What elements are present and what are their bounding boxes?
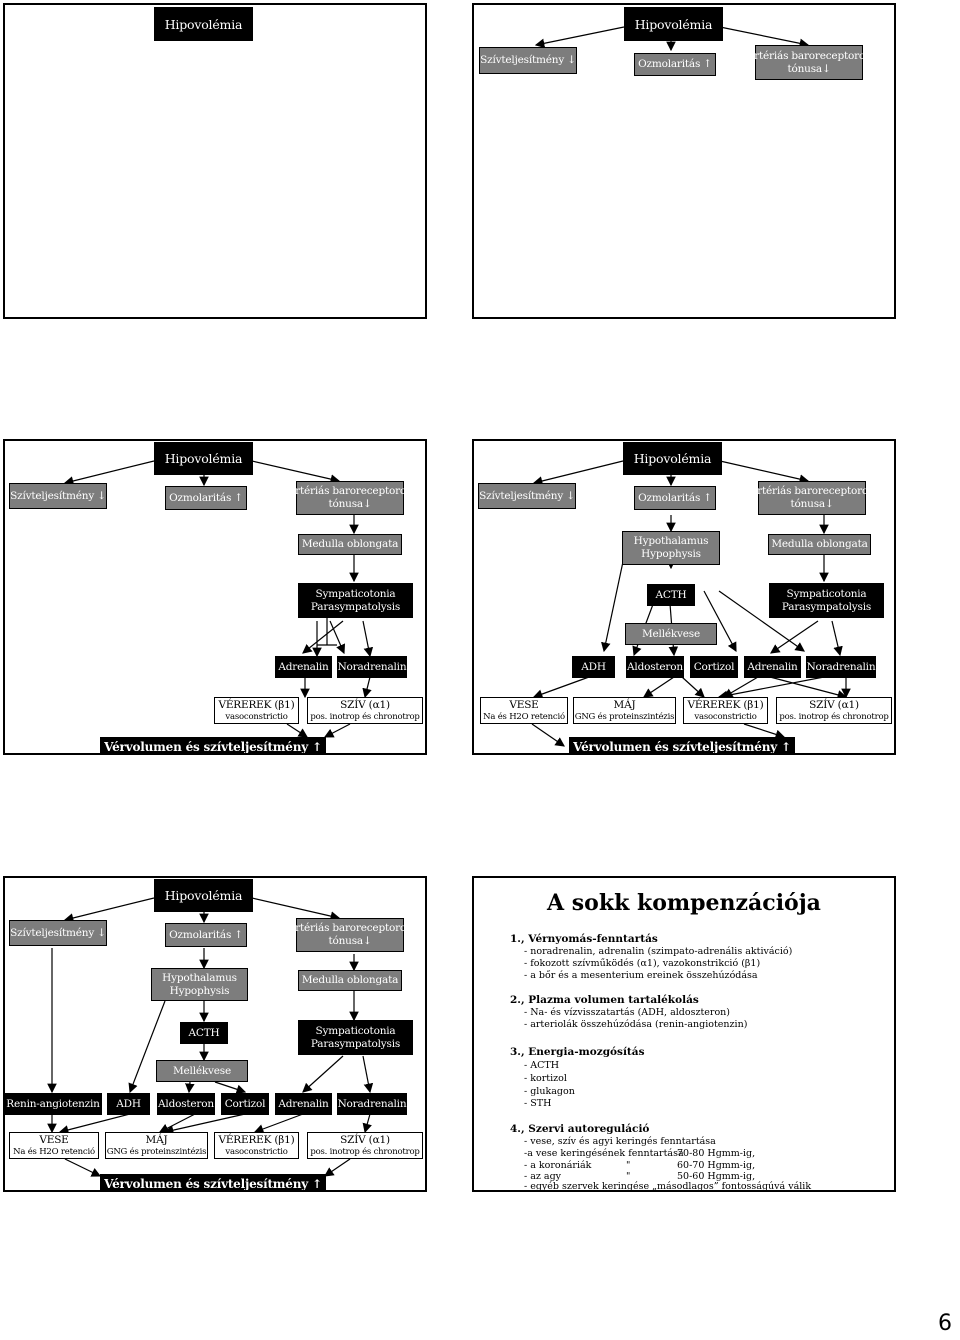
szivteljesitmeny-box: Szívteljesítmény ↓ — [479, 47, 577, 74]
sympaticotonia-box — [298, 1020, 413, 1055]
section-4-line-1: - vese, szív és agyi keringés fenntartása — [524, 1136, 716, 1147]
verek-sub: vasoconstrictio — [225, 712, 288, 722]
section-4-line-4a: - az agy — [524, 1171, 562, 1182]
section-3-line-4: - STH — [524, 1098, 552, 1109]
vervolumen-box: Vérvolumen és szívteljesítmény ↑ — [569, 737, 795, 755]
sziv-sub: pos. inotrop és chronotrop — [310, 1147, 420, 1157]
mellekvese-box: Mellékvese — [156, 1060, 248, 1082]
maj-box — [105, 1132, 208, 1159]
noradrenalin-box: Noradrenalin — [337, 656, 407, 678]
ozmolaritas-box: Ozmolaritás ↑ — [634, 486, 716, 510]
medulla-box: Medulla oblongata — [768, 534, 871, 555]
baro-line1: Artériás baroreceptorok — [746, 49, 872, 62]
baroreceptor-box — [287, 481, 413, 515]
verek-box — [683, 697, 768, 724]
symp-line1: Sympaticotonia — [315, 1024, 396, 1037]
section-2-heading: 2., Plazma volumen tartalékolás — [510, 994, 699, 1006]
section-4-line-2b: 70-80 Hgmm-ig, — [677, 1148, 756, 1159]
section-3-line-3: - glukagon — [524, 1086, 575, 1097]
renin-box: Renin-angiotenzin — [4, 1093, 102, 1115]
baro-line1: Artériás baroreceptorok — [749, 485, 875, 497]
vese-box — [480, 697, 568, 724]
section-1-line-1: - noradrenalin, adrenalin (szimpato-adrenális aktiváció) — [524, 946, 793, 957]
baro-line1: Artériás baroreceptorok — [287, 922, 413, 934]
vese-sub: Na és H2O retenció — [483, 712, 565, 722]
slide-5 — [3, 876, 427, 1192]
section-4-line-3q: " — [626, 1160, 631, 1171]
verek-sub: vasoconstrictio — [225, 1147, 288, 1157]
sziv-box — [307, 1132, 423, 1159]
medulla-box: Medulla oblongata — [298, 534, 402, 555]
sziv-sub: pos. inotrop és chronotrop — [310, 712, 420, 722]
sziv-box — [307, 697, 423, 724]
vese-title: VESE — [39, 1134, 69, 1146]
maj-title: MÁJ — [613, 699, 636, 711]
section-2-line-1: - Na- és vízvisszatartás (ADH, aldoszteron) — [524, 1007, 731, 1018]
verek-title: VÉREREK (β1) — [218, 1134, 295, 1146]
hypothalamus-box — [622, 531, 720, 565]
medulla-box: Medulla oblongata — [298, 970, 402, 991]
section-4-line-3b: 60-70 Hgmm-ig, — [677, 1160, 756, 1171]
verek-title: VÉREREK (β1) — [687, 699, 764, 711]
cortizol-box: Cortizol — [221, 1093, 269, 1115]
noradrenalin-box: Noradrenalin — [806, 656, 876, 678]
verek-box — [214, 1132, 299, 1159]
ozmolaritas-box: Ozmolaritás ↑ — [165, 923, 247, 947]
baro-line2: tónusa↓ — [328, 935, 372, 947]
sziv-title: SZÍV (α1) — [809, 699, 859, 711]
ozmolaritas-box: Ozmolaritás ↑ — [634, 53, 716, 76]
section-2-line-2: - arteriolák összehúzódása (renin-angiotenzin) — [524, 1019, 748, 1030]
cortizol-box: Cortizol — [690, 656, 738, 678]
slide-3 — [3, 439, 427, 755]
symp-line2: Parasympatolysis — [310, 600, 401, 613]
verek-title: VÉREREK (β1) — [218, 699, 295, 711]
baroreceptor-box — [749, 481, 875, 515]
hipovolemia-box: Hipovolémia — [154, 879, 253, 912]
mellekvese-box: Mellékvese — [625, 623, 717, 645]
symp-line2: Parasympatolysis — [310, 1037, 401, 1050]
symp-line1: Sympaticotonia — [315, 587, 396, 600]
adrenalin-box: Adrenalin — [275, 1093, 332, 1115]
section-4-line-2a: -a vese keringésének fenntartása — [524, 1148, 684, 1159]
baroreceptor-box — [746, 45, 872, 80]
baro-line2: tónusa↓ — [787, 62, 831, 75]
adh-box: ADH — [107, 1093, 150, 1115]
vese-sub: Na és H2O retenció — [13, 1147, 95, 1157]
slide-6 — [472, 876, 896, 1192]
verek-box — [214, 697, 299, 724]
sziv-title: SZÍV (α1) — [340, 1134, 390, 1146]
section-3-heading: 3., Energia-mozgósítás — [510, 1046, 645, 1058]
aldosteron-box: Aldosteron — [157, 1093, 215, 1115]
noradrenalin-box: Noradrenalin — [337, 1093, 407, 1115]
hipovolemia-box: Hipovolémia — [154, 442, 253, 475]
hypothalamus-box — [151, 968, 248, 1001]
baro-line2: tónusa↓ — [328, 498, 372, 510]
section-4-line-4b: 50-60 Hgmm-ig, — [677, 1171, 756, 1182]
vervolumen-box: Vérvolumen és szívteljesítmény ↑ — [100, 737, 326, 755]
vese-box — [9, 1132, 99, 1159]
hypo-line2: Hypophysis — [641, 548, 701, 560]
sziv-title: SZÍV (α1) — [340, 699, 390, 711]
sympaticotonia-box — [769, 583, 884, 618]
sziv-box — [776, 697, 892, 724]
acth-box: ACTH — [180, 1022, 228, 1044]
verek-sub: vasoconstrictio — [694, 712, 757, 722]
szivteljesitmeny-box: Szívteljesítmény ↓ — [9, 483, 107, 509]
slide-2 — [472, 3, 896, 319]
vervolumen-box: Vérvolumen és szívteljesítmény ↑ — [100, 1174, 326, 1192]
szivteljesitmeny-box: Szívteljesítmény ↓ — [9, 920, 107, 946]
ozmolaritas-box: Ozmolaritás ↑ — [165, 486, 247, 510]
slide-4 — [472, 439, 896, 755]
sympaticotonia-box — [298, 583, 413, 618]
aldosteron-box: Aldosteron — [626, 656, 684, 678]
section-4-heading: 4., Szervi autoreguláció — [510, 1123, 650, 1135]
slide-1 — [3, 3, 427, 319]
symp-line1: Sympaticotonia — [786, 587, 867, 600]
maj-sub: GNG és proteinszintézis — [106, 1147, 207, 1157]
acth-box: ACTH — [647, 584, 695, 606]
hipovolemia-box: Hipovolémia — [623, 442, 722, 475]
vese-title: VESE — [509, 699, 539, 711]
szivteljesitmeny-box: Szívteljesítmény ↓ — [478, 483, 576, 509]
maj-title: MÁJ — [145, 1134, 168, 1146]
section-4-line-5: - egyéb szervek keringése „másodlagos” fontosságúvá válik — [524, 1181, 812, 1192]
baro-line1: Artériás baroreceptorok — [287, 485, 413, 497]
section-1-line-3: - a bőr és a mesenterium ereinek összehúzódása — [524, 970, 758, 981]
section-3-line-1: - ACTH — [524, 1060, 559, 1071]
section-4-line-4q: " — [626, 1171, 631, 1182]
section-3-line-2: - kortizol — [524, 1073, 567, 1084]
symp-line2: Parasympatolysis — [781, 600, 872, 613]
adrenalin-box: Adrenalin — [744, 656, 801, 678]
baroreceptor-box — [287, 918, 413, 952]
section-1-heading: 1., Vérnyomás-fenntartás — [510, 933, 658, 945]
summary-title: A sokk kompenzációja — [547, 890, 821, 916]
page-number: 6 — [938, 1311, 952, 1336]
sziv-sub: pos. inotrop és chronotrop — [779, 712, 889, 722]
hipovolemia-box: Hipovolémia — [624, 7, 723, 41]
section-4-line-3a: - a koronáriák — [524, 1160, 592, 1171]
hypo-line1: Hypothalamus — [162, 971, 237, 984]
hipovolemia-box: Hipovolémia — [154, 7, 253, 41]
hypo-line2: Hypophysis — [169, 984, 230, 997]
maj-sub: GNG és proteinszintézis — [574, 712, 675, 722]
maj-box — [573, 697, 676, 724]
adrenalin-box: Adrenalin — [275, 656, 332, 678]
section-1-line-2: - fokozott szívműködés (α1), vazokonstrikció (β1) — [524, 958, 761, 969]
baro-line2: tónusa↓ — [790, 498, 834, 510]
adh-box: ADH — [572, 656, 615, 678]
hypo-line1: Hypothalamus — [633, 535, 709, 547]
